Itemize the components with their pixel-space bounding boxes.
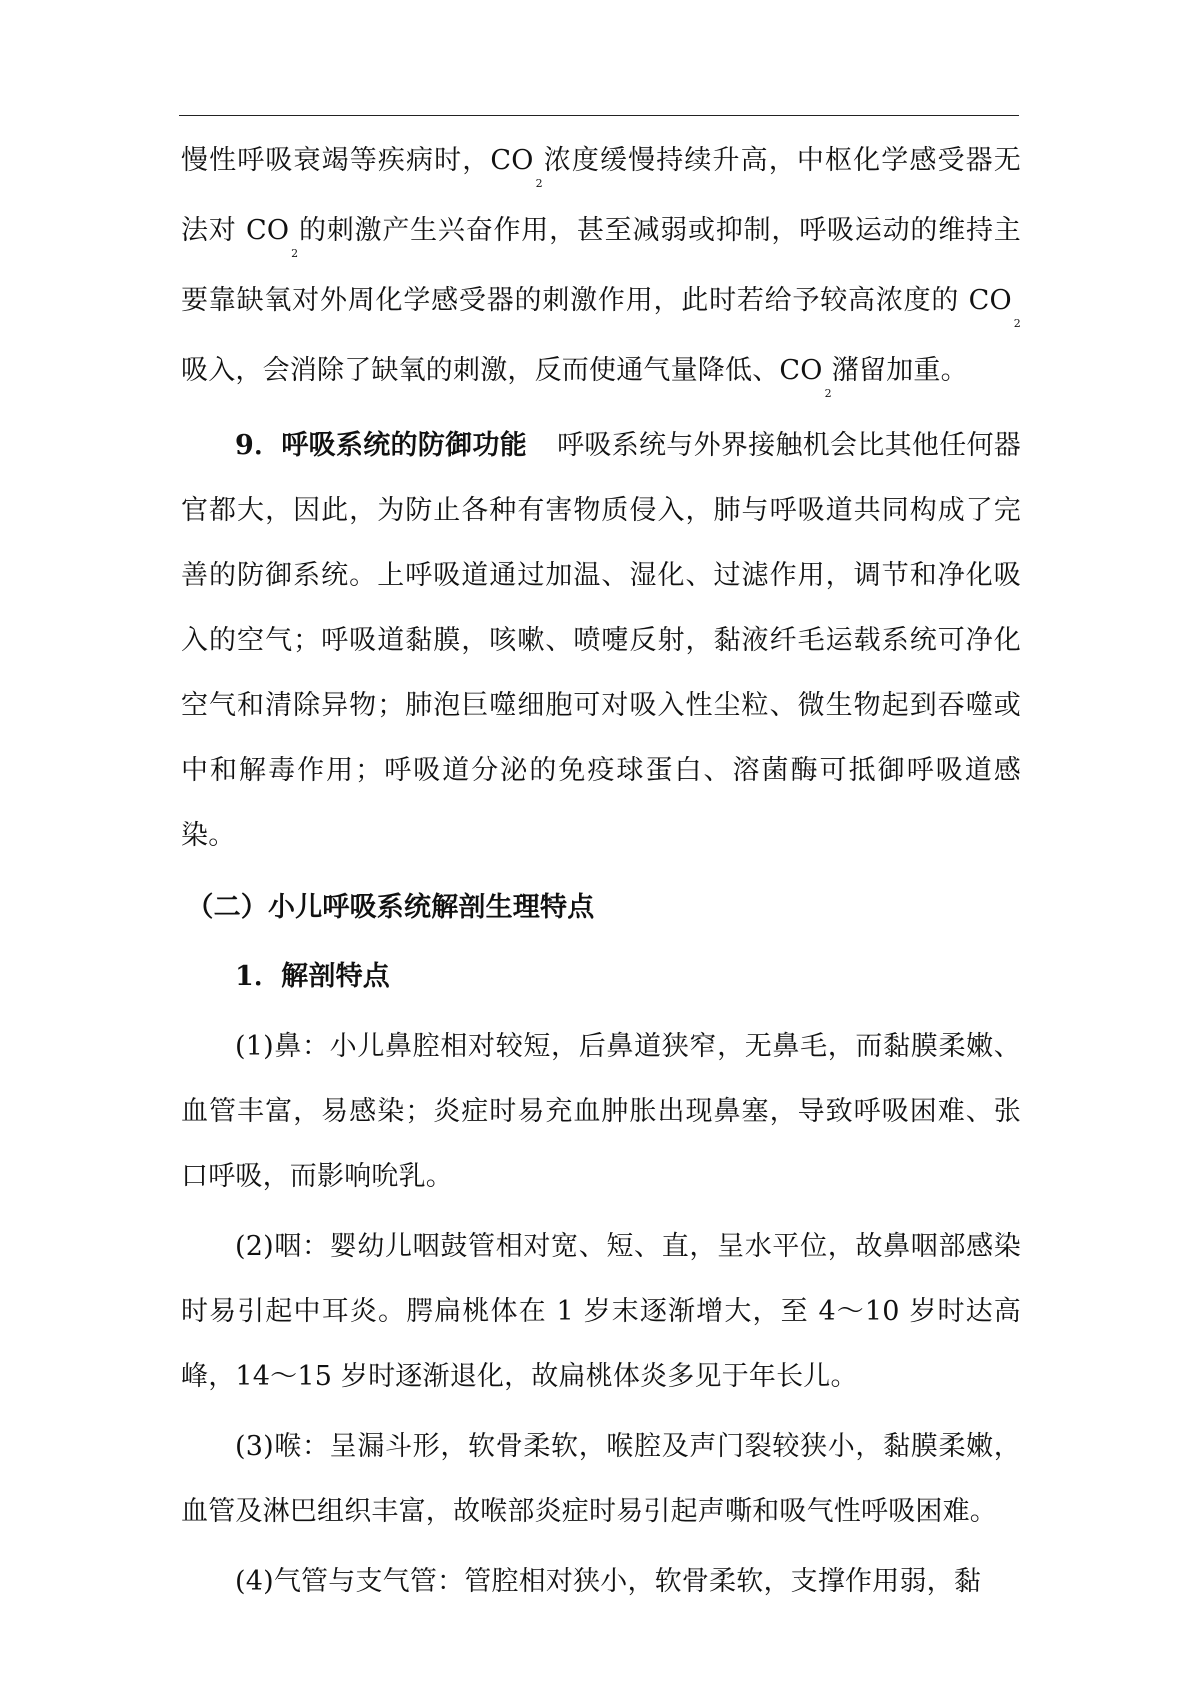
paragraph-defense-function [181,413,1021,868]
paragraph-heading: 9．呼吸系统的防御功能 [235,430,528,461]
page-content [181,128,1021,1614]
co2-subscript: 2 [291,247,299,260]
paragraph-text: 潴留加重。 [831,355,968,386]
co2-subscript: 2 [1013,317,1021,330]
paragraph-body: 呼吸系统与外界接触机会比其他任何器官都大，因此，为防止各种有害物质侵入，肺与呼吸道共同构成了完善的防御系统。上呼吸道通过加温、湿化、过滤作用，调节和净化吸入的空气；呼吸道黏膜，咳嗽、喷嚏反射，黏液纤毛运载系统可净化空气和清除异物；肺泡巨噬细胞可对吸入性尘粒、微生物起到吞噬或中和解毒作用；呼吸道分泌的免疫球蛋白、溶菌酶可抵御呼吸道感染。 [181,430,1021,851]
paragraph-text: 浓度缓慢持续升高，中枢化学感受器无法对 CO [181,145,1021,246]
paragraph-text: 吸入，会消除了缺氧的刺激，反而使通气量降低、CO [181,355,823,386]
paragraph-text: 的刺激产生兴奋作用，甚至减弱或抑制，呼吸运动的维持主要靠缺氧对外周化学感受器的刺激作用，此时若给予较高浓度的 CO [181,215,1021,316]
subsection-title: 1．解剖特点 [235,961,390,992]
list-item-larynx: (3)喉：呈漏斗形，软骨柔软，喉腔及声门裂较狭小，黏膜柔嫩，血管及淋巴组织丰富，故喉部炎症时易引起声嘶和吸气性呼吸困难。 [181,1431,1021,1527]
list-item-nose: (1)鼻：小儿鼻腔相对较短，后鼻道狭窄，无鼻毛，而黏膜柔嫩、血管丰富，易感染；炎症时易充血肿胀出现鼻塞，导致呼吸困难、张口呼吸，而影响吮乳。 [181,1031,1021,1192]
header-rule [179,115,1019,116]
list-item-pharynx: (2)咽：婴幼儿咽鼓管相对宽、短、直，呈水平位，故鼻咽部感染时易引起中耳炎。腭扁桃体在 1 岁末逐渐增大，至 4～10 岁时达高峰，14～15 岁时逐渐退化，故扁桃体炎多见于年长儿。 [181,1231,1021,1392]
list-item-trachea-bronchi: (4)气管与支气管：管腔相对狭小，软骨柔软，支撑作用弱，黏 [235,1566,982,1597]
section-title: （二）小儿呼吸系统解剖生理特点 [186,892,595,923]
co2-subscript: 2 [535,177,543,190]
co2-subscript: 2 [824,387,832,400]
paragraph-co2-regulation [181,128,1021,408]
paragraph-text: 慢性呼吸衰竭等疾病时，CO [181,145,534,176]
